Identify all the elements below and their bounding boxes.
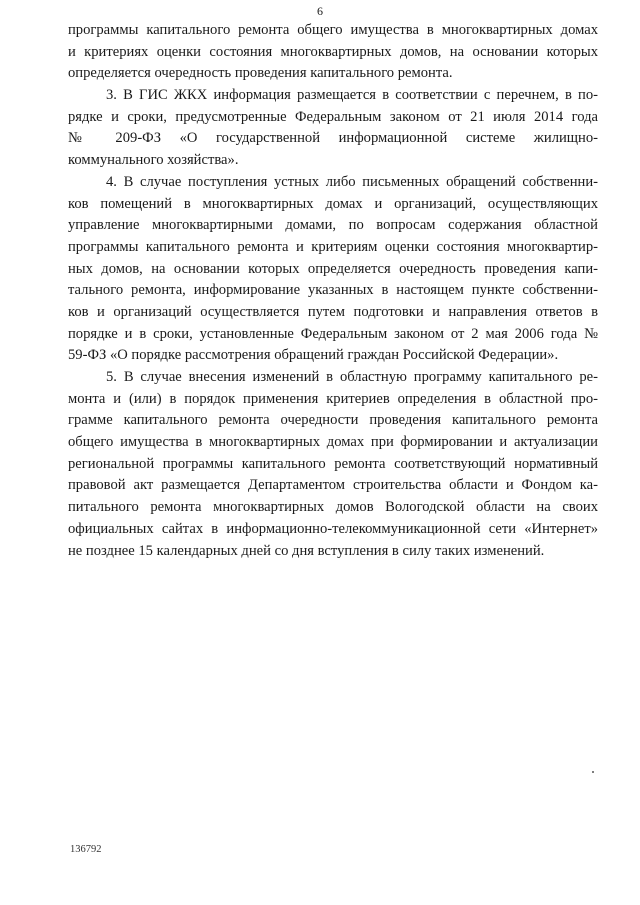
text-line: ков помещений в многоквартирных домах и организаций, осуществляющих	[68, 195, 598, 212]
text-line: питального ремонта многоквартирных домов Вологодской области на своих	[68, 499, 598, 516]
text-line: региональной программы капитального ремонта соответствующий нормативный	[68, 455, 598, 472]
text-line: 59-ФЗ «О порядке рассмотрения обращений граждан Российской Федерации».	[68, 347, 559, 364]
text-line: общего имущества в многоквартирных домах при формировании и актуализации	[68, 434, 598, 451]
text-line: порядке и в сроки, установленные Федеральным законом от 2 мая 2006 года №	[68, 325, 598, 342]
text-line: определяется очередность проведения капитального ремонта.	[68, 65, 453, 82]
text-line: № 209-ФЗ «О государственной информационной системе жилищно-	[68, 130, 598, 147]
text-line: и критериях оценки состояния многоквартирных домов, на основании которых	[68, 43, 598, 60]
text-line: 5. В случае внесения изменений в областную программу капитального ре-	[106, 369, 598, 385]
document-body	[68, 20, 598, 562]
text-line: 4. В случае поступления устных либо письменных обращений собственни-	[106, 173, 598, 190]
text-line: монта и (или) в порядок применения критериев определения в областной про-	[68, 390, 598, 407]
text-line: ных домов, на основании которых определяется очередность проведения капи-	[68, 260, 598, 277]
text-line: не позднее 15 календарных дней со дня вступления в силу таких изменений.	[68, 542, 545, 559]
text-line: официальных сайтах в информационно-телекоммуникационной сети «Интернет»	[68, 520, 598, 537]
text-line: тального ремонта, информирование указанных в настоящем пункте собственни-	[68, 282, 598, 299]
document-id: 136792	[70, 844, 102, 855]
text-line: рядке и сроки, предусмотренные Федеральным законом от 21 июля 2014 года	[68, 108, 598, 125]
text-line: управление многоквартирными домами, по вопросам содержания областной	[68, 217, 598, 234]
text-line: программы капитального ремонта и критериям оценки состояния многоквартир-	[68, 238, 598, 255]
text-line: коммунального хозяйства».	[68, 152, 239, 169]
paragraph	[68, 367, 598, 562]
text-line: 3. В ГИС ЖКХ информация размещается в соответствии с перечнем, в по-	[106, 87, 598, 104]
paragraph	[68, 20, 598, 85]
text-line: грамме капитального ремонта очередности проведения капитального ремонта	[68, 412, 598, 429]
paragraph	[68, 172, 598, 367]
text-line: правовой акт размещается Департаментом строительства области и Фондом ка-	[68, 477, 598, 494]
page-number: 6	[317, 4, 323, 18]
text-line: ков и организаций осуществляется путем подготовки и направления ответов в	[68, 303, 598, 320]
paragraph	[68, 85, 598, 172]
scan-speck	[592, 771, 594, 773]
text-line: программы капитального ремонта общего имущества в многоквартирных домах	[68, 22, 598, 38]
